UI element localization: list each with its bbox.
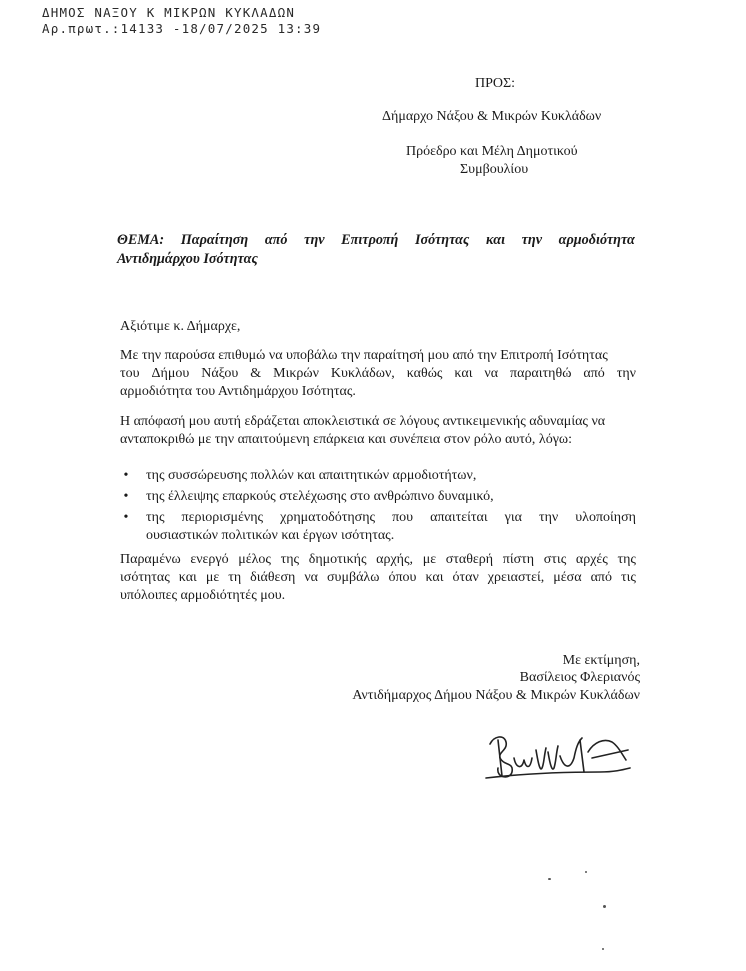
list-item-text: της συσσώρευσης πολλών και απαιτητικών αρμοδιοτήτων, <box>146 468 477 483</box>
word: να <box>304 570 318 585</box>
paragraph-line <box>120 365 636 383</box>
word: Νάξου <box>201 366 239 381</box>
reasons-list <box>120 467 636 545</box>
bullet: • <box>123 489 129 504</box>
signatory-name: Βασίλειος Φλεριανός <box>519 670 640 685</box>
list-item <box>120 488 636 506</box>
word: σταθερή <box>445 552 494 567</box>
word: συμβάλω <box>326 570 380 585</box>
registry-stamp <box>42 5 321 37</box>
bullet: • <box>123 510 129 525</box>
recipients-label: ΠΡΟΣ: <box>475 76 516 91</box>
word: τη <box>228 570 242 585</box>
word: όταν <box>452 570 479 585</box>
word: παραιτηθώ <box>510 366 572 381</box>
subject-word: την <box>304 232 325 248</box>
word: Μικρών <box>273 366 319 381</box>
word: & <box>250 366 262 381</box>
paragraph-line <box>120 551 636 569</box>
scan-speck <box>548 878 551 880</box>
closing-salutation: Με εκτίμηση, <box>562 653 640 668</box>
subject-word: ΘΕΜΑ: <box>117 232 165 248</box>
word: και <box>425 570 444 585</box>
stamp-authority: ΔΗΜΟΣ ΝΑΞΟΥ Κ ΜΙΚΡΩΝ ΚΥΚΛΑΔΩΝ <box>42 5 296 20</box>
recipient-mayor: Δήμαρχο Νάξου & Μικρών Κυκλάδων <box>382 109 602 124</box>
subject-word: Παραίτηση <box>180 232 249 248</box>
scan-speck <box>585 871 587 873</box>
word: Δήμου <box>151 366 190 381</box>
paragraph-line: Με την παρούσα επιθυμώ να υποβάλω την παραίτησή μου από την Επιτροπή Ισότητας <box>120 348 608 363</box>
paragraph-line: υπόλοιπες αρμοδιότητές μου. <box>120 588 286 603</box>
paragraph-reasoning <box>120 413 636 449</box>
word: ισότητας <box>120 570 170 585</box>
word: και <box>454 366 473 381</box>
signatory-title: Αντιδήμαρχος Δήμου Νάξου & Μικρών Κυκλάδων <box>352 688 640 703</box>
word: και <box>178 570 197 585</box>
subject-word: και <box>485 232 506 248</box>
word: της <box>280 552 300 567</box>
word: μέσα <box>553 570 582 585</box>
word: απαιτείται <box>430 510 488 525</box>
word: διάθεση <box>250 570 296 585</box>
paragraph-line: ανταποκριθώ με την απαιτούμενη επάρκεια και συνέπεια στον ρόλο αυτό, λόγω: <box>120 432 573 447</box>
word: στις <box>543 552 567 567</box>
word: περιορισμένης <box>181 510 264 525</box>
word: πίστη <box>502 552 535 567</box>
word: αρχής, <box>376 552 414 567</box>
list-item <box>120 509 636 545</box>
stamp-protocol-number: Αρ.πρωτ.:14133 -18/07/2025 13:39 <box>42 21 322 36</box>
list-item-line: ουσιαστικών πολιτικών και έργων ισότητας. <box>146 528 395 543</box>
word: με <box>422 552 437 567</box>
scan-speck <box>603 905 606 908</box>
word: την <box>616 366 636 381</box>
word: με <box>205 570 220 585</box>
word: του <box>120 366 140 381</box>
word: μέλος <box>238 552 271 567</box>
word: την <box>538 510 559 525</box>
word: υλοποίηση <box>575 510 636 525</box>
word: αρχές <box>575 552 608 567</box>
subject-heading <box>117 231 635 269</box>
greeting: Αξιότιμε κ. Δήμαρχε, <box>120 319 241 334</box>
word: καθώς <box>406 366 443 381</box>
word: για <box>504 510 522 525</box>
scan-speck <box>602 948 604 950</box>
word: από <box>583 366 605 381</box>
paragraph-resignation <box>120 347 636 401</box>
subject-word: Ισότητας <box>414 232 470 248</box>
list-item-text: της έλλειψης επαρκούς στελέχωσης στο ανθρώπινο δυναμικό, <box>146 489 494 504</box>
subject-word: αρμοδιότητα <box>558 232 635 248</box>
paragraph-line <box>120 569 636 587</box>
word: ενεργό <box>190 552 229 567</box>
word: Κυκλάδων, <box>330 366 395 381</box>
paragraph-line: αρμοδιότητα του Αντιδημάρχου Ισότητας. <box>120 384 356 399</box>
word: τις <box>620 570 636 585</box>
subject-line1 <box>117 231 635 250</box>
subject-line2: Αντιδημάρχου Ισότητας <box>117 251 258 267</box>
word: δημοτικής <box>308 552 367 567</box>
word: της <box>146 510 165 525</box>
word: Παραμένω <box>120 552 181 567</box>
word: που <box>392 510 414 525</box>
word: από <box>590 570 612 585</box>
list-item-line <box>146 509 636 527</box>
subject-word: Επιτροπή <box>341 232 399 248</box>
word: να <box>484 366 499 381</box>
recipient-council-line1: Πρόεδρο και Μέλη Δημοτικού <box>406 144 578 159</box>
subject-word: από <box>264 232 288 248</box>
paragraph-continuation <box>120 551 636 605</box>
word: χρειαστεί, <box>487 570 545 585</box>
bullet: • <box>123 468 129 483</box>
paragraph-line: Η απόφασή μου αυτή εδράζεται αποκλειστικά σε λόγους αντικειμενικής αδυναμίας να <box>120 414 606 429</box>
word: της <box>617 552 636 567</box>
word: όπου <box>388 570 417 585</box>
list-item <box>120 467 636 485</box>
recipient-council-line2: Συμβουλίου <box>460 162 529 177</box>
subject-word: την <box>521 232 543 248</box>
word: χρηματοδότησης <box>280 510 376 525</box>
handwritten-signature <box>480 728 640 788</box>
